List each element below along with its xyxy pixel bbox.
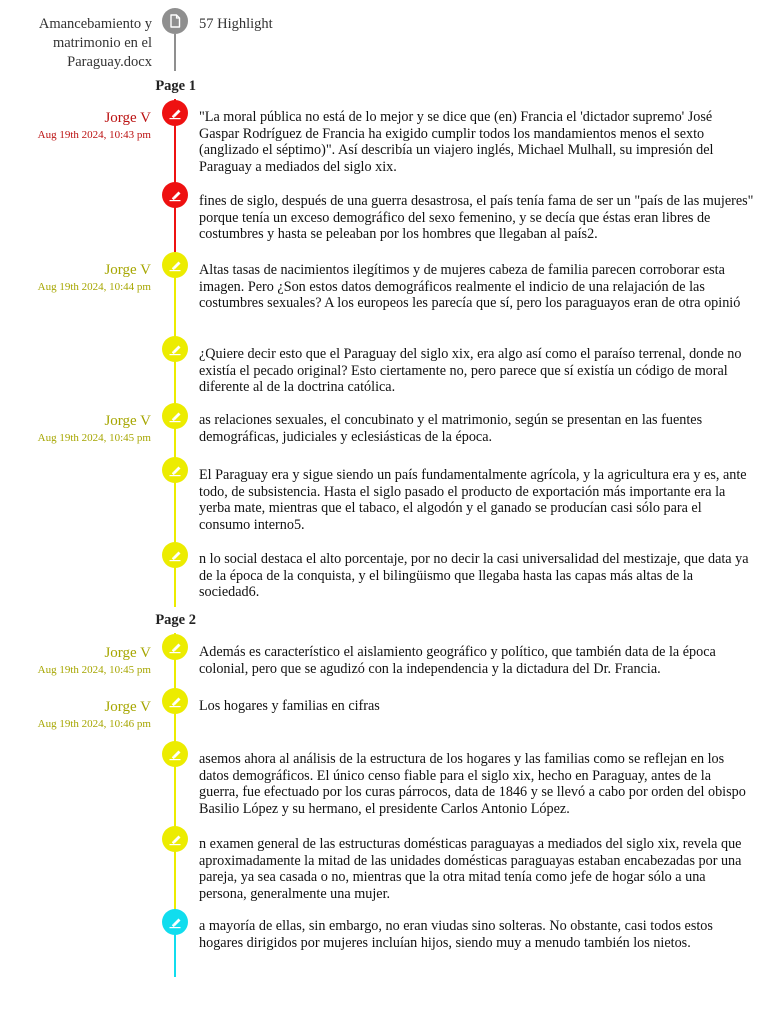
page-label: Page 1 [155,78,196,94]
highlight-text[interactable]: fines de siglo, después de una guerra desastrosa, el país tenía fama de ser un "país de las mujeres" porque tenía un exceso demográfico del sexo femenino, y se decía que éstas eran libres de costumbres y hasta se peleaban por los hombres que llegaban al país2. [199,193,754,242]
highlighter-icon[interactable] [162,457,188,483]
highlight-author: Jorge V [104,110,151,126]
highlighter-icon[interactable] [162,826,188,852]
highlight-text[interactable]: n lo social destaca el alto porcentaje, por no decir la casi universalidad del mestizaje, que data ya de la época de la conquista, y el bilingüismo que llegaba hasta las capas más altas de la sociedad6. [199,551,749,600]
timeline-connector [174,34,176,71]
highlight-text[interactable]: n examen general de las estructuras domésticas paraguayas a mediados del siglo xix, revela que aproximadamente la mitad de las unidades domésticas paraguayas estaban encabezadas por una pareja, ya sea casada o no, mientras que la otra mitad tenía como jefe de hogar sólo a una persona, generalmente una mujer. [199,836,742,902]
highlight-text[interactable]: "La moral pública no está de lo mejor y se dice que (en) Francia el 'dictador supremo' José Gaspar Rodríguez de Francia ha exigido cumplir todos los mandamientos menos el sexto (anglizado el séptimo)". Así describía un viajero inglés, Michael Mulhall, su impresión del Paraguay a mediados del siglo xix. [199,109,714,175]
highlight-text[interactable]: El Paraguay era y sigue siendo un país fundamentalmente agrícola, y la agricultura era y es, ante todo, de subsistencia. Hasta el siglo pasado el producto de exportación más importante era la yerba mate, mientras que el tabaco, el algodón y el ganado se producían casi sólo para el consumo interno5. [199,467,747,533]
highlighter-icon[interactable] [162,909,188,935]
highlight-date: Aug 19th 2024, 10:45 pm [37,432,151,444]
highlighter-icon[interactable] [162,100,188,126]
highlight-text[interactable]: Los hogares y familias en cifras [199,698,380,714]
document-title: Amancebamiento y matrimonio en el Paraguay.docx [38,16,152,70]
highlighter-icon[interactable] [162,252,188,278]
highlight-count: 57 Highlight [199,16,273,32]
highlighter-icon[interactable] [162,403,188,429]
highlight-date: Aug 19th 2024, 10:43 pm [37,129,151,141]
highlight-text[interactable]: Además es característico el aislamiento geográfico y político, que también data de la época colonial, pero que se agudizó con la independencia y la dictadura del Dr. Francia. [199,644,716,677]
highlighter-icon[interactable] [162,336,188,362]
highlight-text[interactable]: Altas tasas de nacimientos ilegítimos y de mujeres cabeza de familia parecen corroborar esta imagen. Pero ¿Son estos datos demográficos realmente el indicio de una relajación de las costumbres sexuales? A los europeos les parecía que sí, pero los paraguayos eran de otra opinió [199,262,741,311]
highlight-author: Jorge V [104,262,151,278]
highlighter-icon[interactable] [162,741,188,767]
highlight-text[interactable]: ¿Quiere decir esto que el Paraguay del siglo xix, era algo así como el paraíso terrenal, donde no existía el pecado original? Esto ciertamente no, pero parece que sí existía un código de moral diferente al de la doctrina católica. [199,346,742,395]
highlighter-icon[interactable] [162,688,188,714]
highlight-date: Aug 19th 2024, 10:44 pm [37,281,151,293]
highlight-author: Jorge V [104,699,151,715]
highlight-text[interactable]: a mayoría de ellas, sin embargo, no eran viudas sino solteras. No obstante, casi todos estos hogares dirigidos por mujeres incluían hijos, siendo muy a menudo también los nietos. [199,918,713,951]
highlight-author: Jorge V [104,645,151,661]
highlight-author: Jorge V [104,413,151,429]
highlighter-icon[interactable] [162,182,188,208]
highlight-date: Aug 19th 2024, 10:45 pm [37,664,151,676]
highlight-date: Aug 19th 2024, 10:46 pm [37,718,151,730]
document-icon [162,8,188,34]
highlighter-icon[interactable] [162,634,188,660]
highlight-text[interactable]: asemos ahora al análisis de la estructura de los hogares y las familias como se reflejan en los datos demográficos. El único censo fiable para el siglo xix, hecho en Paraguay, antes de la guerra, fue efectuado por los curas párrocos, data de 1846 y se llevó a cabo por orden del obispo Basilio López y su hermano, el presidente Carlos Antonio López. [199,751,746,817]
highlighter-icon[interactable] [162,542,188,568]
highlight-text[interactable]: as relaciones sexuales, el concubinato y el matrimonio, según se presentan en las fuentes demográficas, judiciales y eclesiásticas de la época. [199,412,703,445]
page-label: Page 2 [155,612,196,628]
